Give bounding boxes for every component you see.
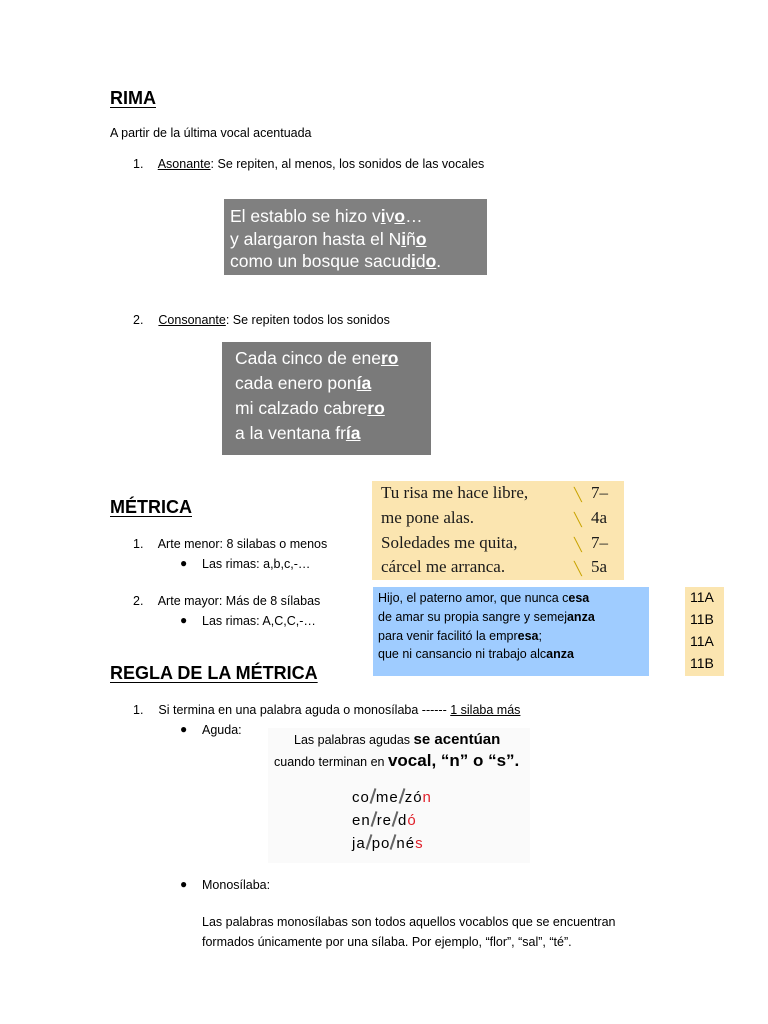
rima-intro: A partir de la última vocal acentuada (110, 126, 312, 140)
rhyme-highlight: ro (367, 398, 385, 418)
syllable-tag: 7– (591, 483, 608, 502)
tick-icon: ╲ (574, 512, 582, 527)
consonante-example-image (222, 342, 431, 455)
regla-item-1 (133, 703, 520, 717)
vowel-highlight: i (410, 251, 416, 271)
text: Cada cinco de ene (235, 348, 381, 368)
example-line (235, 423, 361, 444)
emphasis: vocal, “n” o “s”. (387, 751, 520, 770)
list-number: 2. (133, 594, 144, 608)
text: El establo se hizo v (230, 206, 381, 226)
example-line (235, 348, 398, 369)
rhyme-highlight: anza (546, 647, 574, 661)
poem-line (378, 629, 542, 643)
bullet-icon: ● (180, 613, 188, 627)
ending-letter: ó (407, 812, 417, 829)
text: . (436, 251, 442, 271)
consonante-definition: : Se repiten todos los sonidos (225, 313, 390, 327)
text: ; (538, 629, 542, 643)
monosilaba-text-1: Las palabras monosílabas son todos aquellos vocablos que se encuentran (202, 915, 616, 929)
syllable: d (398, 812, 408, 829)
asonante-definition: : Se repiten, al menos, los sonidos de las vocales (210, 157, 485, 171)
text: mi calzado cabre (235, 398, 368, 418)
bullet-icon: ● (180, 722, 188, 736)
example-line (230, 206, 423, 227)
bullet-icon: ● (180, 556, 188, 570)
rhyme-highlight: ía (345, 423, 361, 443)
metrica-item-1 (133, 537, 327, 551)
text: de amar su propia sangre y semej (378, 610, 567, 624)
asonante-term: Asonante (157, 157, 211, 171)
figure-line (274, 751, 519, 771)
syllable: po (371, 835, 391, 852)
list-number: 2. (133, 313, 144, 327)
vowel-highlight: o (425, 251, 437, 271)
tick-icon: ╲ (574, 561, 582, 576)
syllable-word (352, 834, 424, 852)
aguda-label: Aguda: (202, 723, 242, 737)
list-number: 1. (133, 537, 144, 551)
arte-mayor-poem-image (373, 587, 649, 676)
text: Hijo, el paterno amor, que nunca c (378, 591, 569, 605)
example-line (230, 229, 427, 250)
list-number: 1. (133, 703, 144, 717)
poem-line: Soledades me quita, (381, 533, 518, 552)
example-line (235, 398, 385, 419)
syllable-word (352, 811, 417, 829)
syllable: né (396, 835, 416, 852)
text: que ni cansancio ni trabajo alc (378, 647, 547, 661)
arte-menor-rimas: Las rimas: a,b,c,-… (202, 557, 311, 571)
text: como un bosque sacud (230, 251, 411, 271)
syllable-tag: 5a (591, 557, 608, 576)
rhyme-highlight: esa (568, 591, 590, 605)
poem-line (378, 647, 574, 661)
poem-line (378, 591, 589, 605)
text: d (415, 251, 426, 271)
syllable-tag: 4a (591, 508, 608, 527)
syllable: re (376, 812, 393, 829)
text: para venir facilitó la empr (378, 629, 518, 643)
text: v (385, 206, 395, 226)
metrica-item-2 (133, 594, 320, 608)
vowel-highlight: i (380, 206, 386, 226)
text: ñ (406, 229, 416, 249)
example-line (230, 251, 441, 272)
monosilaba-text-2: formados únicamente por una sílaba. Por ejemplo, “flor”, “sal”, “té”. (202, 935, 572, 949)
vowel-highlight: o (415, 229, 427, 249)
text: y alargaron hasta el N (230, 229, 402, 249)
rima-item-2 (133, 313, 390, 327)
regla-text: Si termina en una palabra aguda o monosílaba ------ (158, 703, 451, 717)
text: … (405, 206, 423, 226)
figure-line (294, 731, 500, 748)
arte-mayor-rimas: Las rimas: A,C,C,-… (202, 614, 316, 628)
rhyme-highlight: ía (356, 373, 372, 393)
rima-item-1 (133, 157, 484, 171)
monosilaba-label: Monosílaba: (202, 878, 271, 892)
poem-line: cárcel me arranca. (381, 557, 506, 576)
syllable: en (352, 812, 371, 829)
syllable-tag: 11A (690, 633, 714, 649)
list-number: 1. (133, 157, 144, 171)
section-title-metrica: MÉTRICA (110, 497, 192, 517)
section-title-regla: REGLA DE LA MÉTRICA (110, 663, 318, 683)
tick-icon: ╲ (574, 487, 582, 502)
arte-mayor-text: Arte mayor: Más de 8 sílabas (157, 594, 321, 608)
poem-line (378, 610, 595, 624)
text: a la ventana fr (235, 423, 346, 443)
tick-icon: ╲ (574, 537, 582, 552)
rhyme-highlight: esa (517, 629, 539, 643)
arte-menor-poem-image (372, 481, 624, 580)
rhyme-highlight: ro (380, 348, 399, 368)
syllable: me (375, 789, 399, 806)
regla-result: 1 silaba más (450, 703, 521, 717)
arte-mayor-tags-image (685, 587, 724, 676)
ending-letter: s (415, 835, 424, 852)
syllable-tag: 11B (690, 611, 714, 627)
ending-letter: n (422, 789, 432, 806)
arte-menor-text: Arte menor: 8 silabas o menos (157, 537, 328, 551)
aguda-figure (268, 728, 530, 863)
asonante-example-image (224, 199, 487, 275)
poem-line: me pone alas. (381, 508, 474, 527)
section-title-rima: RIMA (110, 88, 156, 108)
example-line (235, 373, 371, 394)
syllable-tag: 11B (690, 655, 714, 671)
syllable: ja (352, 835, 366, 852)
text: Las palabras agudas (294, 733, 414, 747)
syllable: co (352, 789, 370, 806)
text: cuando terminan en (274, 755, 388, 769)
consonante-term: Consonante (158, 313, 226, 327)
poem-line: Tu risa me hace libre, (381, 483, 529, 502)
syllable-tag: 11A (690, 589, 714, 605)
emphasis: se acentúan (413, 731, 501, 748)
vowel-highlight: i (401, 229, 407, 249)
syllable-tag: 7– (591, 533, 608, 552)
syllable-word (352, 788, 432, 806)
vowel-highlight: o (394, 206, 406, 226)
syllable: zó (404, 789, 423, 806)
rhyme-highlight: anza (566, 610, 595, 624)
bullet-icon: ● (180, 877, 188, 891)
text: cada enero pon (235, 373, 357, 393)
